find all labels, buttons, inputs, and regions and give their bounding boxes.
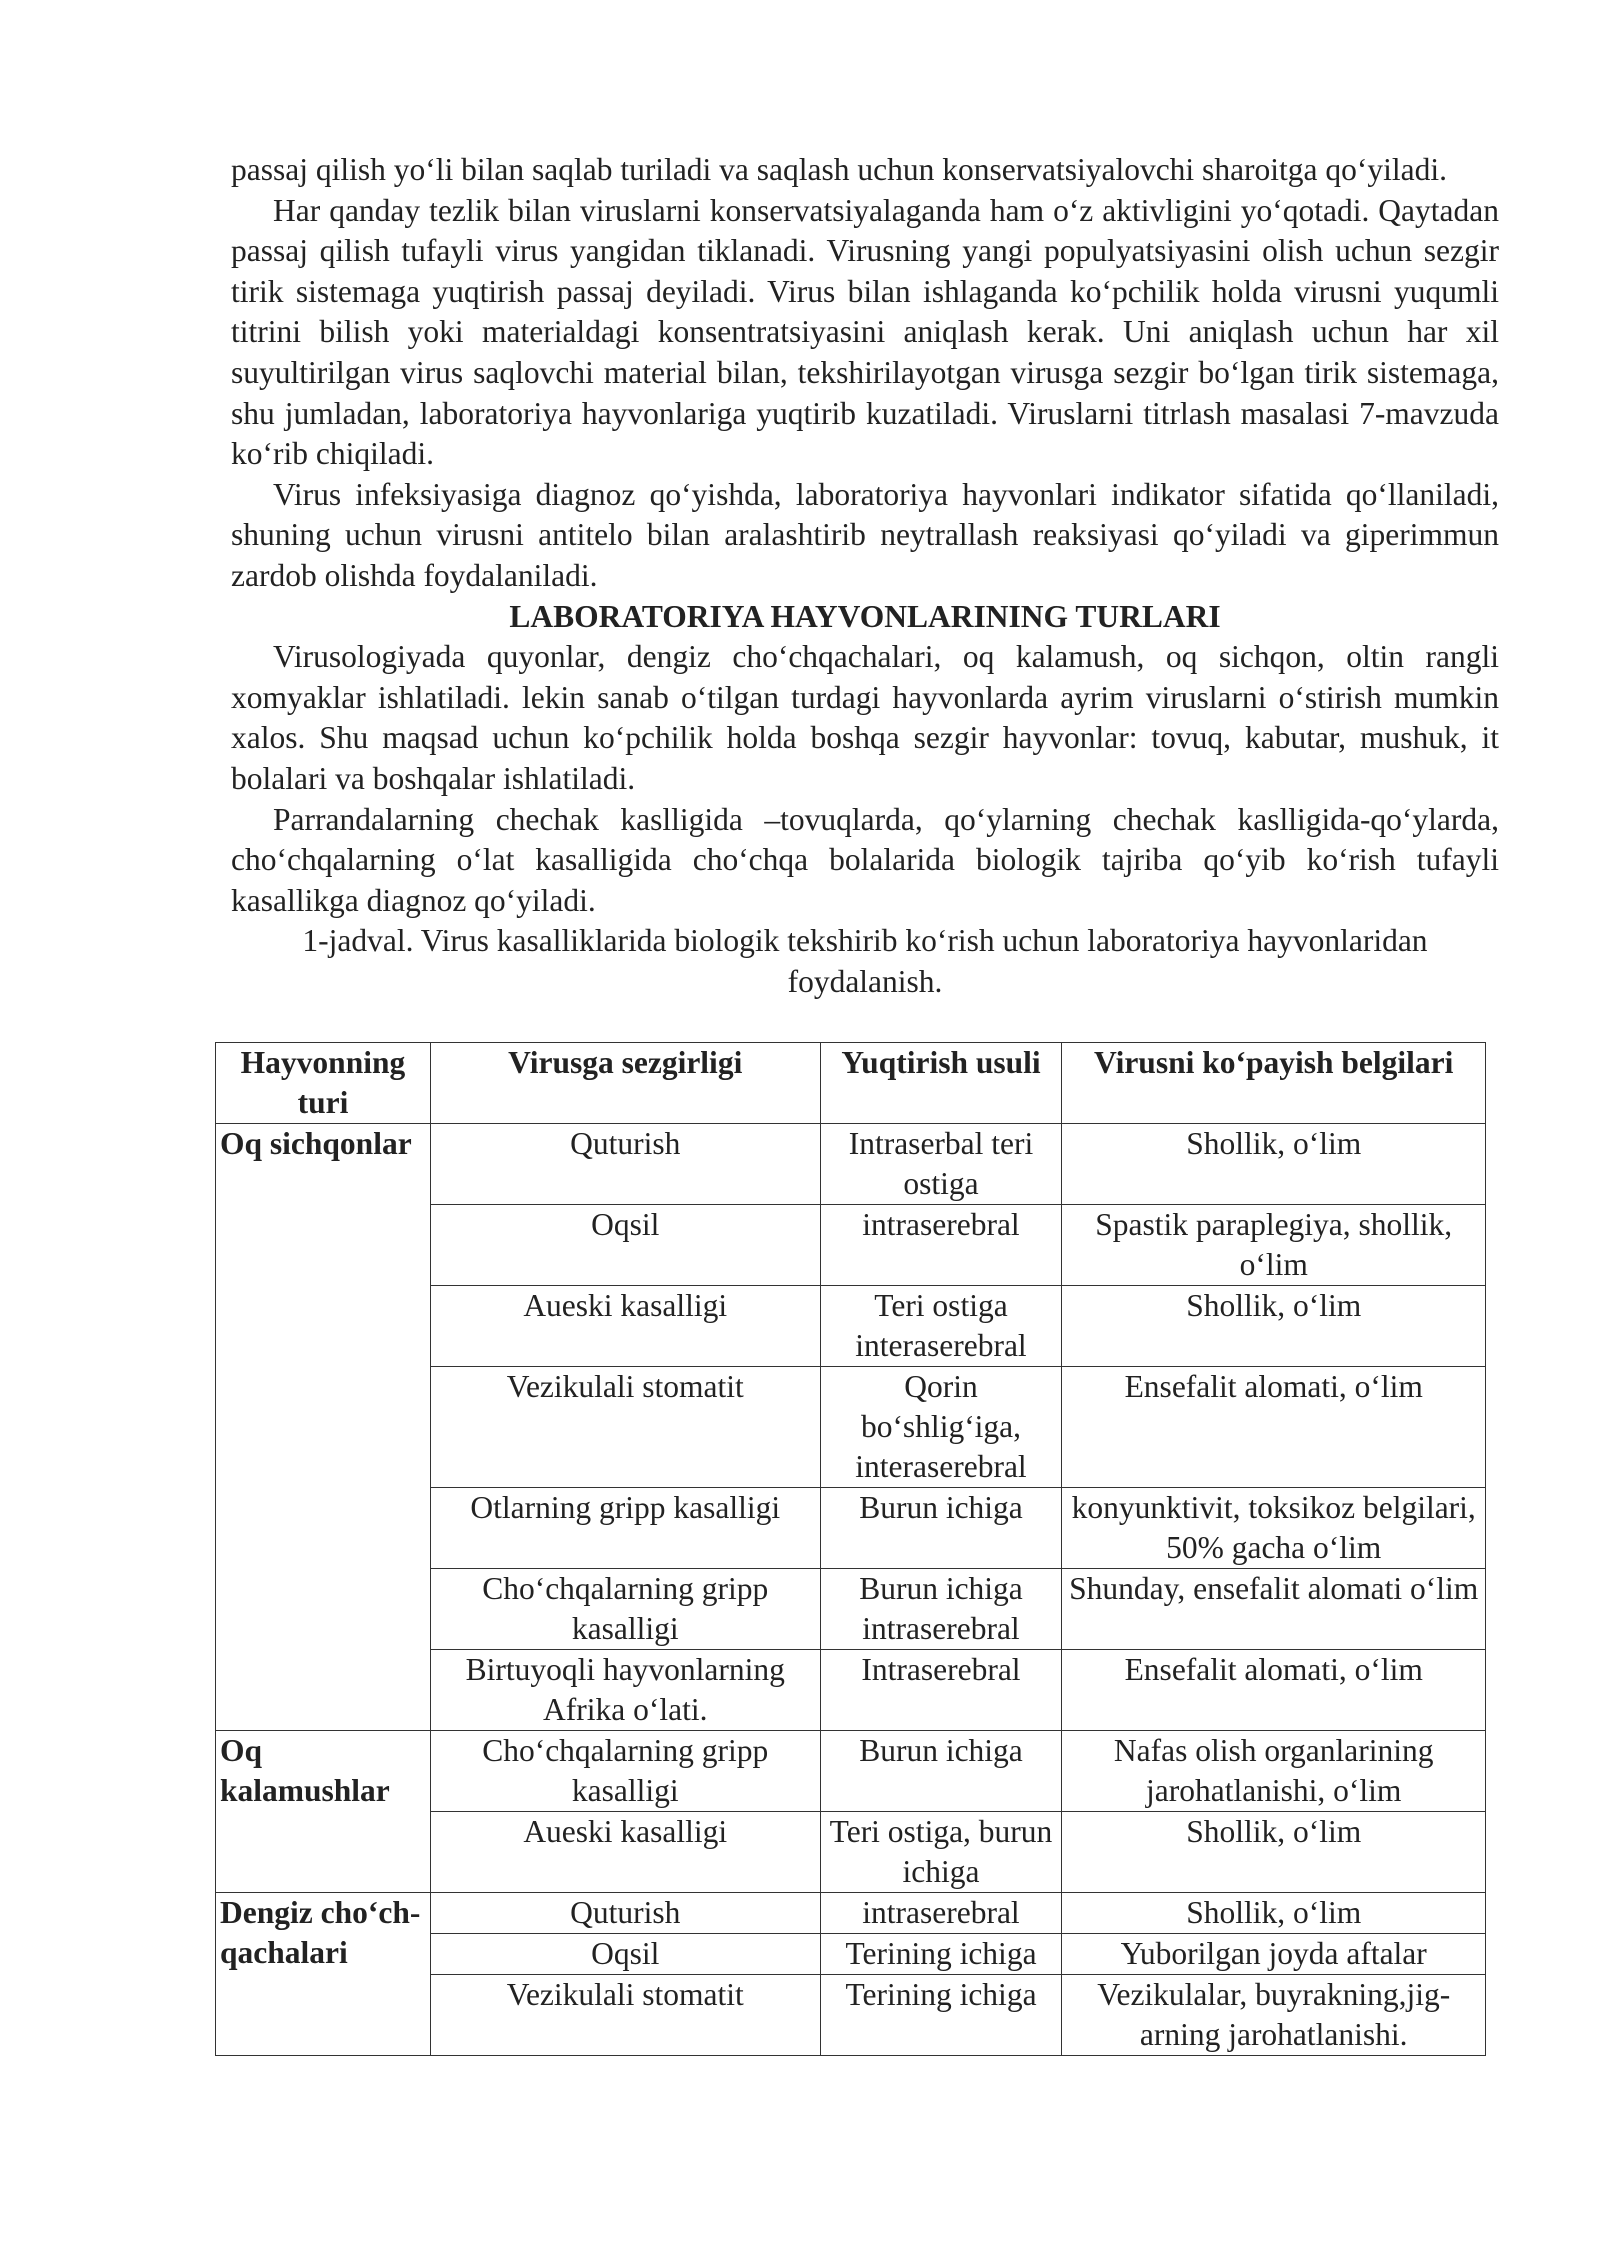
sensitivity-cell: Oqsil (430, 1205, 820, 1286)
sensitivity-cell: Oqsil (430, 1934, 820, 1975)
method-cell: Burun ichiga (820, 1731, 1062, 1812)
paragraph-4: Virusologiyada quyonlar, dengiz cho‘chqachalari, oq kalamush, oq sichqon, oltin rangli xomyaklar ishlatiladi. lekin sanab o‘tilgan turdagi hayvonlarda ayrim viruslarni o‘stirish mumkin xalos. Shu maqsad uchun ko‘pchilik holda boshqa sezgir hayvonlar: tovuq, kabutar, mushuk, it bolalari va boshqalar ishlatiladi. (231, 639, 1499, 796)
method-cell: intraserebral (820, 1893, 1062, 1934)
virus-animals-table (215, 1042, 1486, 2056)
animal-cell: Oq kalamushlar (216, 1731, 431, 1893)
sensitivity-cell: Otlarning gripp kasalligi (430, 1488, 820, 1569)
table-row (216, 1893, 1486, 1934)
signs-cell: Shollik, o‘lim (1062, 1812, 1486, 1893)
signs-cell: Shollik, o‘lim (1062, 1893, 1486, 1934)
paragraph-5: Parrandalarning chechak kaslligida –tovuqlarda, qo‘ylarning chechak kaslligida-qo‘ylarda, cho‘chqalarning o‘lat kasalligida cho‘chqa bolalarida biologik tajriba qo‘yib ko‘rish tufayli kasallikga diagnoz qo‘yiladi. (231, 801, 1499, 918)
sensitivity-cell: Quturish (430, 1124, 820, 1205)
paragraph-1: passaj qilish yo‘li bilan saqlab turiladi va saqlash uchun konservatsiyalovchi sharoitga qo‘yiladi. (231, 152, 1447, 187)
signs-cell: Yuborilgan joyda aftalar (1062, 1934, 1486, 1975)
method-cell: Teri ostiga interaserebral (820, 1286, 1062, 1367)
method-cell: Terining ichiga (820, 1934, 1062, 1975)
sensitivity-cell: Cho‘chqalarning gripp kasalligi (430, 1569, 820, 1650)
method-cell: intraserebral (820, 1205, 1062, 1286)
signs-cell: Nafas olish organlarining jarohatlanishi, o‘lim (1062, 1731, 1486, 1812)
document-page (231, 150, 1499, 1002)
table-header-row (216, 1043, 1486, 1124)
header-infection-method: Yuqtirish usuli (820, 1043, 1062, 1124)
method-cell: Burun ichiga (820, 1488, 1062, 1569)
method-cell: Burun ichiga intraserebral (820, 1569, 1062, 1650)
paragraph-3: Virus infeksiyasiga diagnoz qo‘yishda, laboratoriya hayvonlari indikator sifatida qo‘llaniladi, shuning uchun virusni antitelo bilan aralashtirib neytrallash reaksiyasi qo‘yiladi va giperimmun zardob olishda foydalaniladi. (231, 476, 1499, 593)
sensitivity-cell: Aueski kasalligi (430, 1286, 820, 1367)
animal-cell: Oq sichqonlar (216, 1124, 431, 1731)
signs-cell: Shollik, o‘lim (1062, 1124, 1486, 1205)
sensitivity-cell: Quturish (430, 1893, 820, 1934)
table-caption: 1-jadval. Virus kasalliklarida biologik tekshirib ko‘rish uchun laboratoriya hayvonlaridan foydalanish. (302, 923, 1428, 999)
sensitivity-cell: Aueski kasalligi (430, 1812, 820, 1893)
animal-cell: Dengiz cho‘ch-qachalari (216, 1893, 431, 2056)
header-virus-sensitivity: Virusga sezgirligi (430, 1043, 820, 1124)
method-cell: Terining ichiga (820, 1975, 1062, 2056)
paragraph-2: Har qanday tezlik bilan viruslarni konservatsiyalaganda ham o‘z aktivligini yo‘qotadi. Qaytadan passaj qilish tufayli virus yangidan tiklanadi. Virusning yangi populyatsiyasini olish uchun sezgir tirik sistemaga yuqtirish passaj deyiladi. Virus bilan ishlaganda ko‘pchilik holda virusni yuqumli titrini bilish yoki materialdagi konsentratsiyasini aniqlash kerak. Uni aniqlash uchun har xil suyultirilgan virus saqlovchi material bilan, tekshirilayotgan virusga sezgir bo‘lgan tirik sistemaga, shu jumladan, laboratoriya hayvonlariga yuqtirib kuzatiladi. Viruslarni titrlash masalasi 7-mavzuda ko‘rib chiqiladi. (231, 192, 1499, 472)
signs-cell: Shunday, ensefalit alomati o‘lim (1062, 1569, 1486, 1650)
sensitivity-cell: Vezikulali stomatit (430, 1975, 820, 2056)
method-cell: Intraserbal teri ostiga (820, 1124, 1062, 1205)
signs-cell: Shollik, o‘lim (1062, 1286, 1486, 1367)
table-body (216, 1124, 1486, 2056)
signs-cell: Ensefalit alomati, o‘lim (1062, 1367, 1486, 1488)
sensitivity-cell: Cho‘chqalarning gripp kasalligi (430, 1731, 820, 1812)
method-cell: Teri ostiga, burun ichiga (820, 1812, 1062, 1893)
sensitivity-cell: Birtuyoqli hayvonlarning Afrika o‘lati. (430, 1650, 820, 1731)
section-heading: LABORATORIYA HAYVONLARINING TURLARI (509, 598, 1221, 634)
signs-cell: konyunktivit, toksikoz belgilari, 50% gacha o‘lim (1062, 1488, 1486, 1569)
table-row (216, 1731, 1486, 1812)
table-row (216, 1124, 1486, 1205)
method-cell: Qorin bo‘shlig‘iga, interaserebral (820, 1367, 1062, 1488)
header-animal-type: Hayvonning turi (216, 1043, 431, 1124)
sensitivity-cell: Vezikulali stomatit (430, 1367, 820, 1488)
signs-cell: Vezikulalar, buyrakning,jig-arning jarohatlanishi. (1062, 1975, 1486, 2056)
signs-cell: Spastik paraplegiya, shollik, o‘lim (1062, 1205, 1486, 1286)
header-replication-signs: Virusni ko‘payish belgilari (1062, 1043, 1486, 1124)
method-cell: Intraserebral (820, 1650, 1062, 1731)
signs-cell: Ensefalit alomati, o‘lim (1062, 1650, 1486, 1731)
